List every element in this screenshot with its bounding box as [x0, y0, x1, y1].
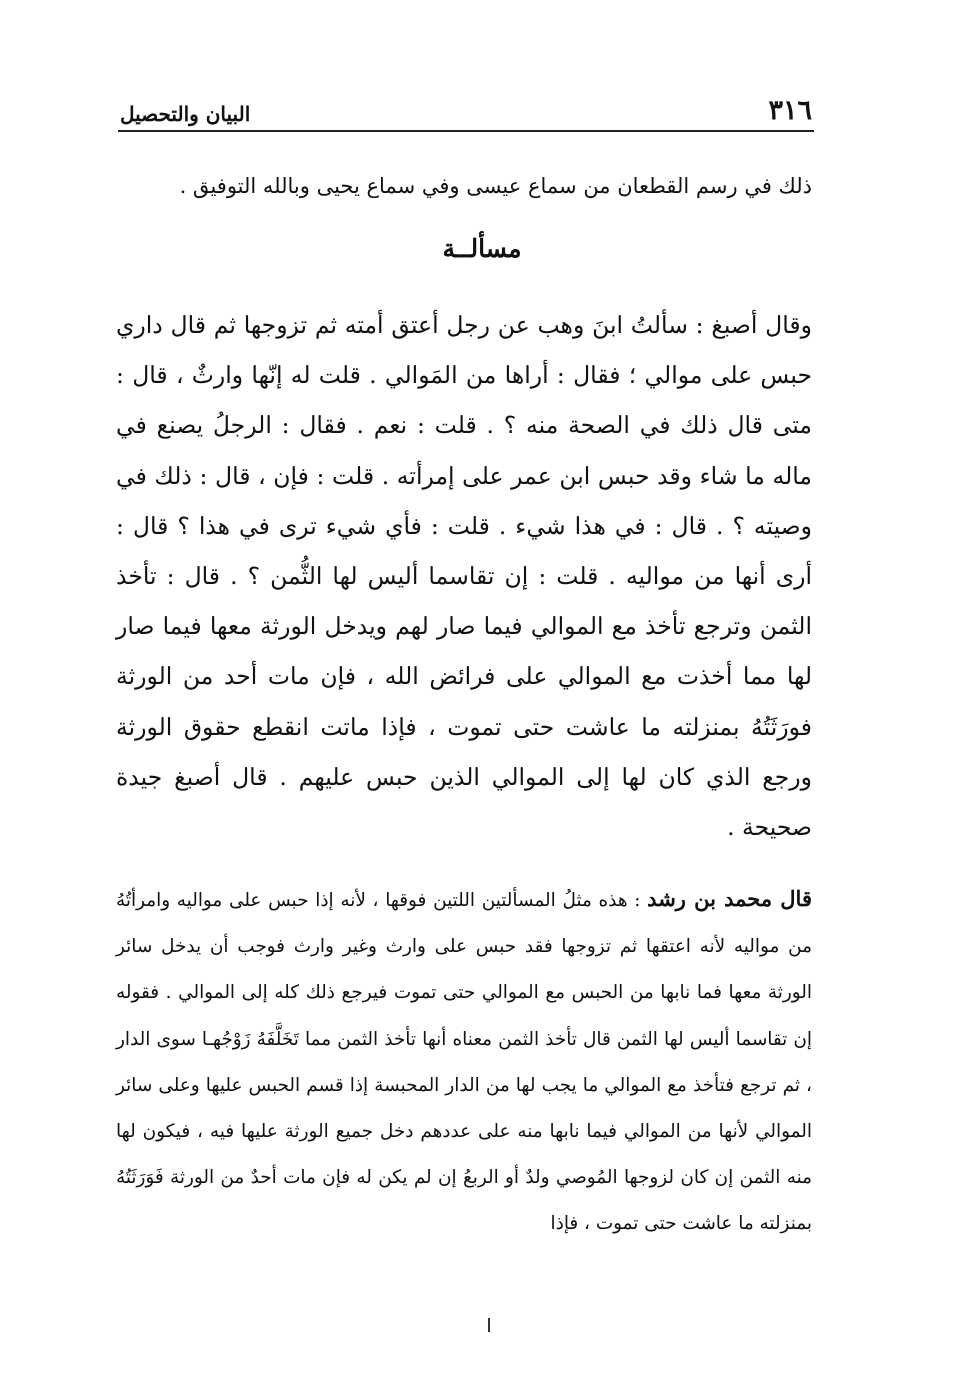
page-footer-mark — [488, 1318, 490, 1332]
commentary-paragraph — [116, 876, 812, 1248]
running-header — [120, 92, 812, 126]
commentary-speaker: قال محمد بن رشد — [647, 886, 812, 911]
intro-line: ذلك في رسم القطعان من سماع عيسى وفي سماع يحيى وبالله التوفيق . — [179, 174, 812, 198]
page-number: ٣١٦ — [768, 95, 812, 126]
commentary-text: : هذه مثلُ المسألتين اللتين فوقها ، لأنه إذا حبس على مواليه وامرأتُهُ من مواليه لأنه اعتقها ثم تزوجها فقد حبس على وارث وغير وارث فوجب أن يدخل سائر الورثة معها فما نابها من الحبس مع الموالي حتى تموت فيرجع ذلك كله إلى الموالي . فقوله إن تقاسما أليس لها الثمن قال تأخذ الثمن معناه أنها تأخذ الثمن مما تَخَلَّفَهُ زَوْجُهـا سوى الدار ، ثم ترجع فتأخذ مع الموالي ما يجب لها من الدار المحبسة إذا قسم الحبس عليها وعلى سائر الموالي لأنها من الموالي فيما نابها منه على عددهم دخل جميع الورثة عليها فيه ، فيكون لها منه الثمن إن كان لزوجها المُوصي ولدٌ أو الربعُ إن لم يكن له فإن مات أحدٌ من الورثة فَوَرَثَتُهُ بمنزلته ما عاشت حتى تموت ، فإذا — [116, 890, 812, 1235]
section-title: مسألــة — [442, 234, 522, 263]
book-title: البيان والتحصيل — [120, 102, 251, 126]
question-paragraph: وقال أصبغ : سألتُ ابنَ وهب عن رجل أعتق أمته ثم تزوجها ثم قال داري حبس على موالي ؛ فقال : أراها من المَوالي . قلت له إنّها وارثٌ ، قال : متى قال ذلك في الصحة منه ؟ . قلت : نعم . فقال : الرجلُ يصنع في ماله ما شاء وقد حبس ابن عمر على إمرأته . قلت : فإن ، قال : ذلك في وصيته ؟ . قال : في هذا شيء . قلت : فأي شيء ترى في هذا ؟ قال : أرى أنها من مواليه . قلت : إن تقاسما أليس لها الثُّمن ؟ . قال : تأخذ الثمن وترجع تأخذ مع الموالي فيما صار لهم ويدخل الورثة معها فيما صار لها مما أخذت مع الموالي على فرائض الله ، فإن مات أحد من الورثة فورَثَتُهُ بمنزلته ما عاشت حتى تموت ، فإذا ماتت انقطع حقوق الورثة ورجع الذي كان لها إلى الموالي الذين حبس عليهم . قال أصبغ جيدة صحيحة . — [116, 311, 812, 842]
header-divider — [118, 130, 814, 132]
